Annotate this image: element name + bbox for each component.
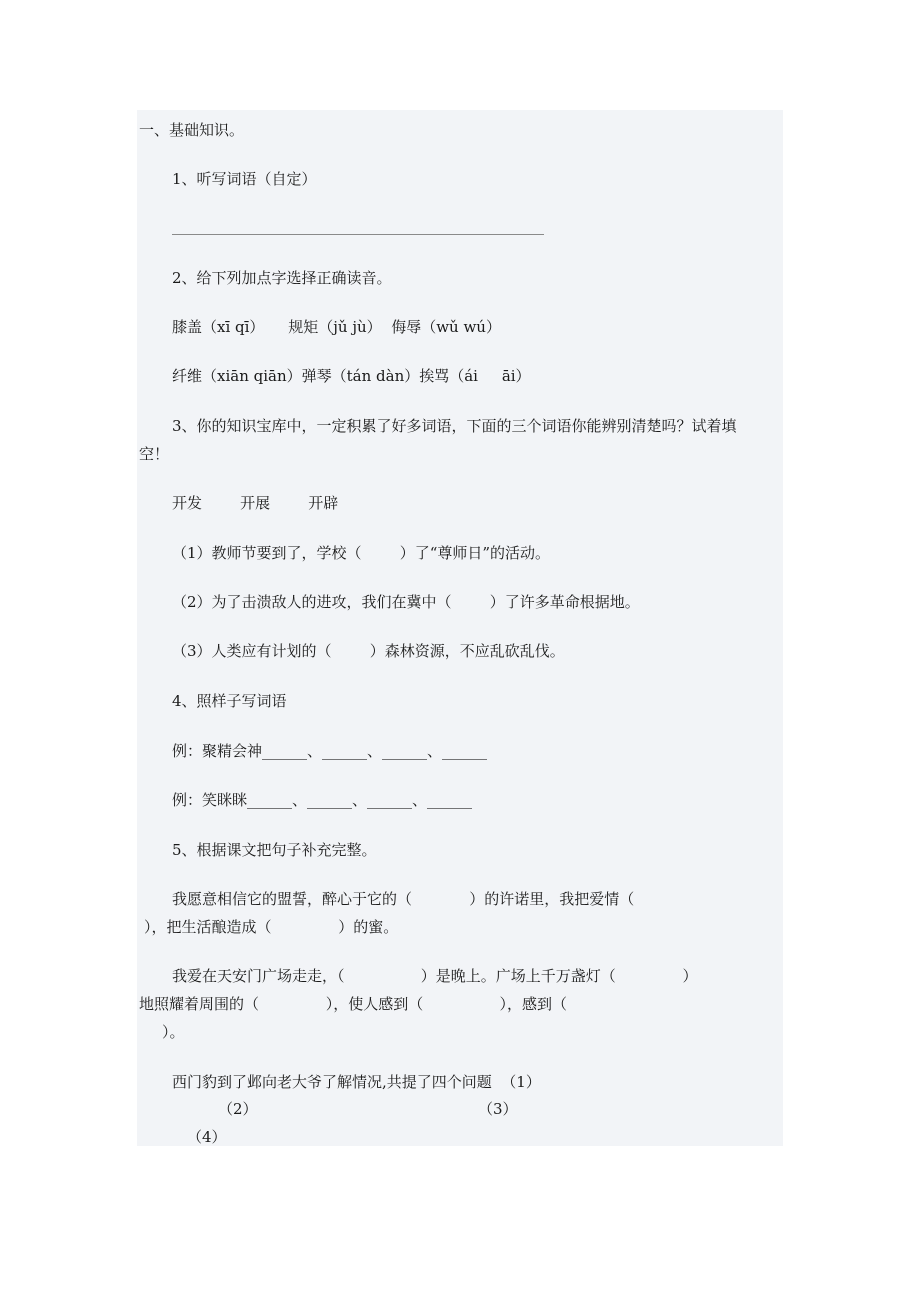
q3-title-line-2: 空！ <box>139 445 170 463</box>
q4-example-2: 例：笑眯眯______、______、______、______ <box>172 791 473 809</box>
q5-passage-1-line-2: ），把生活酿造成（ ）的蜜。 <box>144 918 399 936</box>
q3-sentence-2: （2）为了击溃敌人的进攻，我们在冀中（ ）了许多革命根据地。 <box>172 593 640 611</box>
section-title: 一、基础知识。 <box>139 121 245 139</box>
q3-title-line-1: 3、你的知识宝库中，一定积累了好多词语，下面的三个词语你能辨别清楚吗？试着填 <box>172 417 737 435</box>
q5-passage-3-line-1: 西门豹到了邺向老大爷了解情况,共提了四个问题 （1） <box>172 1073 541 1091</box>
q5-question-3-label: （3） <box>478 1100 518 1118</box>
q4-title: 4、照样子写词语 <box>172 692 287 710</box>
q5-passage-1-line-1: 我愿意相信它的盟誓，醉心于它的（ ）的许诺里，我把爱情（ <box>172 890 635 908</box>
dictation-answer-line <box>172 234 544 235</box>
q3-sentence-1: （1）教师节要到了，学校（ ）了“尊师日”的活动。 <box>172 544 551 562</box>
q5-question-2-label: （2） <box>218 1100 258 1118</box>
q5-title: 5、根据课文把句子补充完整。 <box>172 841 377 859</box>
q2-pinyin-row-2: 纤维（xiān qiān）弹琴（tán dàn）挨骂（ái āi） <box>172 367 531 385</box>
q2-pinyin-row-1: 膝盖（xī qī） 规矩（jǔ jù） 侮辱（wǔ wú） <box>172 318 501 336</box>
q2-title: 2、给下列加点字选择正确读音。 <box>172 269 392 287</box>
q5-passage-2-line-2: 地照耀着周围的（ ），使人感到（ ），感到（ <box>139 995 568 1013</box>
worksheet-background <box>137 110 783 1146</box>
q3-sentence-3: （3）人类应有计划的（ ）森林资源，不应乱砍乱伐。 <box>172 642 565 660</box>
q1-title: 1、听写词语（自定） <box>172 170 317 188</box>
q5-passage-2-line-3: ）。 <box>162 1023 185 1041</box>
q3-word-choices: 开发 开展 开辟 <box>172 494 339 512</box>
q5-passage-2-line-1: 我爱在天安门广场走走，（ ）是晚上。广场上千万盏灯（ ） <box>172 967 698 985</box>
q5-question-4-label: （4） <box>187 1128 227 1146</box>
q4-example-1: 例：聚精会神______、______、______、______ <box>172 742 488 760</box>
